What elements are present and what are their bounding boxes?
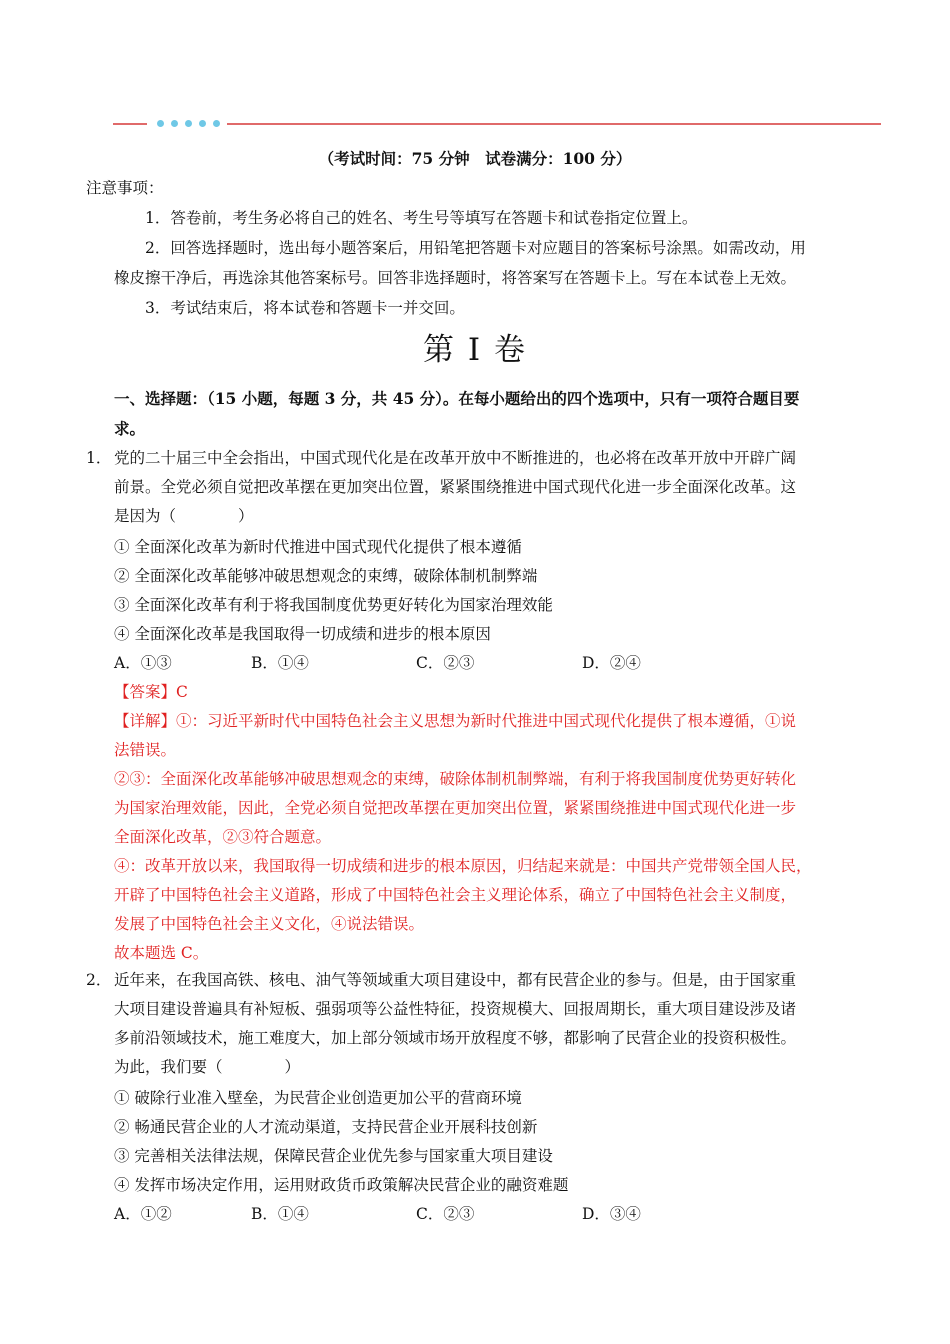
option-c: C．②③ xyxy=(416,654,475,672)
exam-info: （考试时间：75 分钟 试卷满分：100 分） xyxy=(318,149,632,168)
section-heading: 求。 xyxy=(114,419,146,438)
question-stem: 近年来，在我国高铁、核电、油气等领域重大项目建设中，都有民营企业的参与。但是，由于国家重 xyxy=(114,971,797,989)
explanation-line: ④：改革开放以来，我国取得一切成绩和进步的根本原因，归结起来就是：中国共产党带领全国人民， xyxy=(114,857,812,875)
statement: ④ 全面深化改革是我国取得一切成绩和进步的根本原因 xyxy=(114,625,491,643)
statement: ① 全面深化改革为新时代推进中国式现代化提供了根本遵循 xyxy=(114,538,522,556)
option-c: C．②③ xyxy=(416,1205,475,1223)
question-stem: 为此，我们要（ ） xyxy=(114,1058,301,1076)
section-heading: 一、选择题：（15 小题，每题 3 分，共 45 分）。在每小题给出的四个选项中，只有一项符合题目要 xyxy=(114,389,800,408)
notice-item: 3．考试结束后，将本试卷和答题卡一并交回。 xyxy=(145,299,465,317)
question-stem: 是因为（ ） xyxy=(114,507,254,525)
notice-item: 2．回答选择题时，选出每小题答案后，用铅笔把答题卡对应题目的答案标号涂黑。如需改动，用 xyxy=(145,239,806,257)
statement: ③ 全面深化改革有利于将我国制度优势更好转化为国家治理效能 xyxy=(114,596,553,614)
explanation-line: 为国家治理效能，因此，全党必须自觉把改革摆在更加突出位置，紧紧围绕推进中国式现代化进一步 xyxy=(114,799,797,817)
header-dot xyxy=(157,120,164,127)
volume-title: 第 I 卷 xyxy=(423,332,527,368)
option-d: D．②④ xyxy=(582,654,641,672)
header-dot xyxy=(185,120,192,127)
header-decoration xyxy=(113,118,881,130)
statement: ② 全面深化改革能够冲破思想观念的束缚，破除体制机制弊端 xyxy=(114,567,538,585)
notice-title: 注意事项： xyxy=(86,179,164,197)
question-stem: 大项目建设普遍具有补短板、强弱项等公益性特征，投资规模大、回报周期长，重大项目建设涉及诸 xyxy=(114,1000,797,1018)
explanation-line: 法错误。 xyxy=(114,741,177,759)
question-stem: 党的二十届三中全会指出，中国式现代化是在改革开放中不断推进的，也必将在改革开放中开辟广阔 xyxy=(114,449,797,467)
option-a: A．①③ xyxy=(114,654,172,672)
header-dot xyxy=(171,120,178,127)
header-dot xyxy=(213,120,220,127)
explanation-line: 全面深化改革，②③符合题意。 xyxy=(114,828,332,846)
statement: ③ 完善相关法律法规，保障民营企业优先参与国家重大项目建设 xyxy=(114,1147,553,1165)
question-number: 1． xyxy=(86,449,112,467)
option-d: D．③④ xyxy=(582,1205,641,1223)
header-line-right xyxy=(227,123,881,125)
explanation-line: 故本题选 C。 xyxy=(114,944,209,962)
notice-item: 1．答卷前，考生务必将自己的姓名、考生号等填写在答题卡和试卷指定位置上。 xyxy=(145,209,698,227)
explanation-line: 发展了中国特色社会主义文化，④说法错误。 xyxy=(114,915,425,933)
explanation-line: 【详解】①：习近平新时代中国特色社会主义思想为新时代推进中国式现代化提供了根本遵循，①说 xyxy=(114,712,797,730)
explanation-line: ②③：全面深化改革能够冲破思想观念的束缚，破除体制机制弊端，有利于将我国制度优势更好转化 xyxy=(114,770,797,788)
question-stem: 前景。全党必须自觉把改革摆在更加突出位置，紧紧围绕推进中国式现代化进一步全面深化改革。这 xyxy=(114,478,797,496)
header-dot xyxy=(199,120,206,127)
statement: ② 畅通民营企业的人才流动渠道，支持民营企业开展科技创新 xyxy=(114,1118,538,1136)
question-number: 2． xyxy=(86,971,112,989)
question-stem: 多前沿领域技术，施工难度大，加上部分领域市场开放程度不够，都影响了民营企业的投资积极性。 xyxy=(114,1029,797,1047)
statement: ④ 发挥市场决定作用，运用财政货币政策解决民营企业的融资难题 xyxy=(114,1176,569,1194)
explanation-line: 开辟了中国特色社会主义道路，形成了中国特色社会主义理论体系，确立了中国特色社会主义制度， xyxy=(114,886,797,904)
header-line-left xyxy=(113,123,147,125)
option-a: A．①② xyxy=(114,1205,172,1223)
option-b: B．①④ xyxy=(251,654,309,672)
option-b: B．①④ xyxy=(251,1205,309,1223)
statement: ① 破除行业准入壁垒，为民营企业创造更加公平的营商环境 xyxy=(114,1089,522,1107)
notice-item: 橡皮擦干净后，再选涂其他答案标号。回答非选择题时，将答案写在答题卡上。写在本试卷上无效。 xyxy=(114,269,797,287)
answer: 【答案】C xyxy=(114,683,188,701)
